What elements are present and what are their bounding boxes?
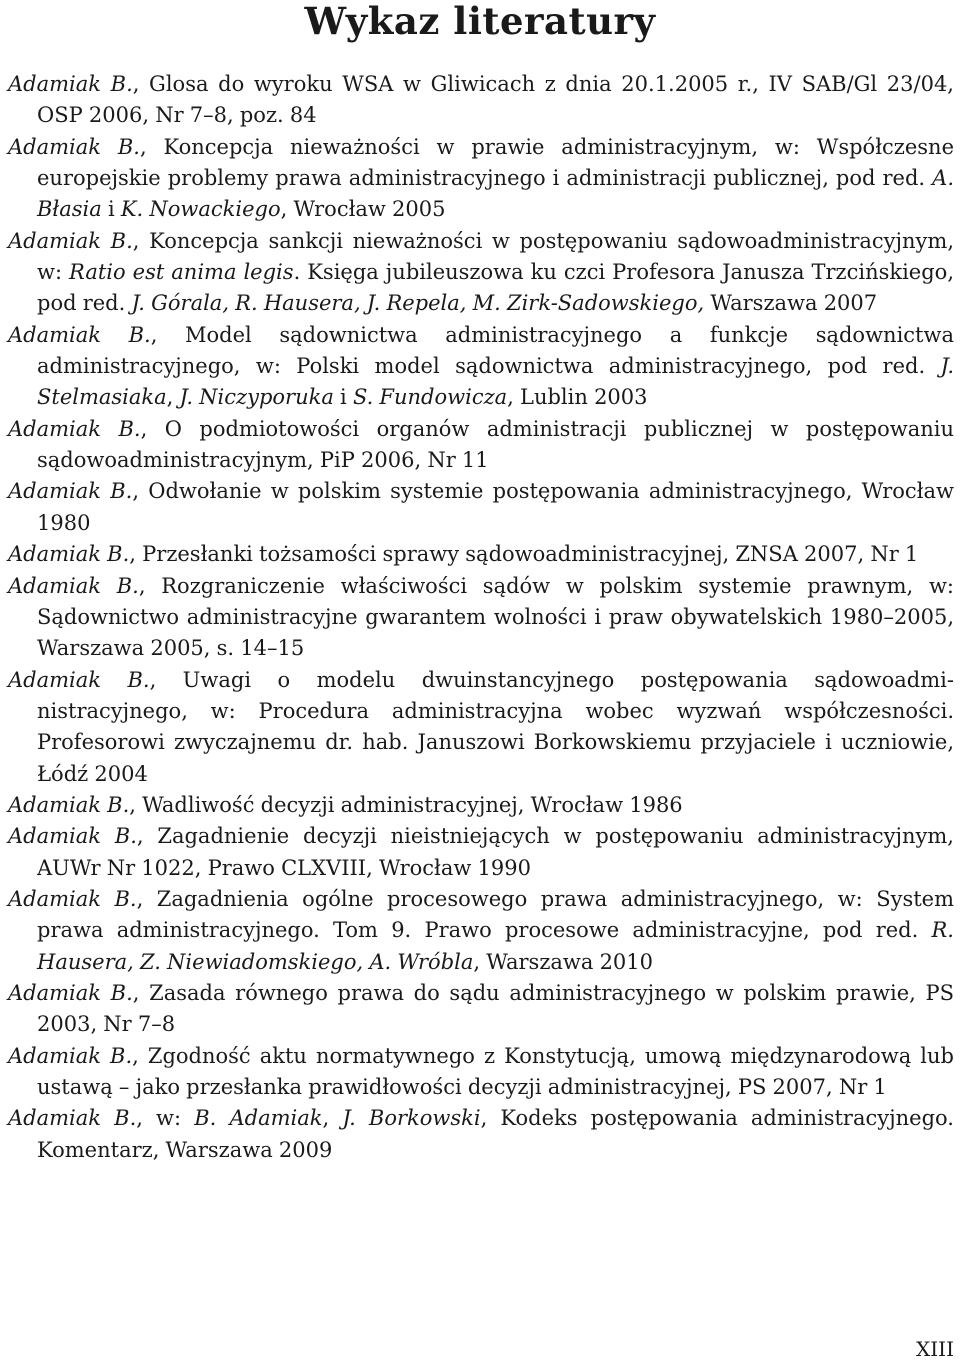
entry-author-ref: J. Borkowski [342, 1106, 481, 1131]
entry-author: Adamiak B. [8, 667, 150, 692]
entry-author: Adamiak B. [8, 479, 133, 504]
entry-author: Adamiak B. [8, 416, 141, 441]
entry-text: , Zagadnienie decyzji nieistniejących w postępowaniu administracyjnym, AUWr Nr 1022, Prawo CLXVIII, Wrocław 1990 [37, 824, 954, 880]
entry-author: Adamiak B. [8, 824, 137, 849]
entry-text: , [322, 1106, 343, 1131]
bibliography-entry [8, 69, 954, 132]
entry-text: Warszawa 2007 [704, 291, 878, 316]
bibliography-entry [8, 320, 954, 414]
bibliography-entry [8, 132, 954, 226]
entry-text: , Uwagi o modelu dwuinstancyjnego postępowania sądowoadministracyjnego, w: Procedura administracyjna wobec wyzwań współczesności. Profesorowi zwyczajnemu dr. hab. Januszowi Borkowskiemu przyjaciele i uczniowie, Łódź 2004 [37, 667, 954, 786]
entry-editor: J. Stelmasiaka [37, 354, 954, 410]
entry-text: , Zgodność aktu normatywnego z Konstytucją, umową międzynarodową lub ustawą – jako przesłanka prawidłowości decyzji administracyjnej, PS 2007, Nr 1 [37, 1043, 954, 1099]
entry-italic-title: Ratio est anima legis [69, 260, 294, 285]
page-title: Wykaz literatury [304, 0, 656, 43]
bibliography-entry [8, 978, 954, 1041]
bibliography-entry [8, 414, 954, 477]
entry-author: Adamiak B. [8, 886, 137, 911]
bibliography-entry [8, 476, 954, 539]
entry-text: , Zasada równego prawa do sądu administracyjnego w polskim prawie, PS 2003, Nr 7–8 [37, 980, 954, 1037]
entry-text: , Zagadnienia ogólne procesowego prawa administracyjnego, w: System prawa administracyjnego. Tom 9. Prawo procesowe administracyjne, pod red. [37, 886, 954, 943]
entry-author: Adamiak B. [8, 134, 140, 159]
entry-text: , Rozgraniczenie właściwości sądów w polskim systemie prawnym, w: Sądownictwo administracyjne gwarantem wolności i praw obywatelskich 1980–2005, Warszawa 2005, s. 14–15 [37, 573, 954, 661]
bibliography-entry [8, 665, 954, 790]
entry-author-ref: B. Adamiak [194, 1106, 323, 1131]
entry-text: , w: [136, 1106, 195, 1131]
entry-text: . Księga jubileuszowa ku czci Profesora Janusza Trzcińskiego, pod red. [37, 260, 954, 316]
entry-author: Adamiak B. [8, 573, 139, 598]
entry-editor: J. Niczyporuka [179, 385, 334, 410]
entry-editor: J. Górala, R. Hausera, J. Repela, M. Zirk-Sadowskiego, [131, 291, 705, 316]
entry-text: , O podmiotowości organów administracji publicznej w postępowaniu sądowoadministracyjnym, PiP 2006, Nr 11 [37, 416, 954, 473]
bibliography-entry [8, 571, 954, 665]
bibliography-list [8, 69, 954, 1166]
bibliography-entry [8, 790, 954, 821]
entry-text: , Koncepcja nieważności w prawie administracyjnym, w: Współczesne europejskie problemy prawa administracyjnego i administracji publicznej, pod red. [37, 134, 954, 191]
entry-text: i [333, 385, 353, 410]
entry-editor: R. Hausera, Z. Niewiadomskiego, A. Wróbla [37, 918, 954, 974]
entry-author: Adamiak B. [8, 228, 133, 253]
entry-text: , Lublin 2003 [507, 385, 648, 410]
bibliography-entry [8, 1041, 954, 1104]
entry-text: , Wrocław 2005 [280, 197, 446, 222]
entry-author: Adamiak B. [8, 1106, 137, 1131]
entry-text: , Koncepcja sankcji nieważności w postępowaniu sądowoadministracyjnym, w: [37, 228, 954, 285]
entry-text: , Glosa do wyroku WSA w Gliwicach z dnia 20.1.2005 r., IV SAB/Gl 23/04, OSP 2006, Nr 7–8, poz. 84 [37, 72, 954, 128]
entry-author: Adamiak B. [8, 792, 130, 817]
entry-author: Adamiak B. [8, 980, 133, 1005]
entry-editor: S. Fundowicza [352, 385, 508, 410]
bibliography-entry [8, 1103, 954, 1166]
bibliography-entry [8, 226, 954, 320]
entry-text: , Wadliwość decyzji administracyjnej, Wrocław 1986 [129, 792, 683, 817]
entry-author: Adamiak B. [8, 322, 151, 347]
bibliography-entry [8, 539, 954, 570]
entry-text: , [166, 385, 180, 410]
entry-author: Adamiak B. [8, 542, 130, 567]
entry-editor: A. Błasia [37, 166, 954, 222]
entry-text: , Przesłanki tożsamości sprawy sądowoadministracyjnej, ZNSA 2007, Nr 1 [129, 542, 919, 567]
entry-text: i [101, 197, 121, 222]
bibliography-entry [8, 821, 954, 884]
entry-author: Adamiak B. [8, 72, 133, 96]
entry-text: , Warszawa 2010 [473, 949, 654, 974]
page-number: XIII [916, 1337, 954, 1361]
entry-text: , Model sądownictwa administracyjnego a funkcje sądownictwa administracyjnego, w: Polski model sądownictwa administracyjnego, pod red. [37, 322, 954, 379]
entry-editor: K. Nowackiego [120, 197, 281, 222]
entry-author: Adamiak B. [8, 1043, 133, 1068]
bibliography-entry [8, 884, 954, 978]
entry-text: , Odwołanie w polskim systemie postępowania administracyjnego, Wrocław 1980 [37, 479, 954, 535]
entry-text: , Kodeks postępowania administracyjnego. Komentarz, Warszawa 2009 [37, 1106, 954, 1162]
